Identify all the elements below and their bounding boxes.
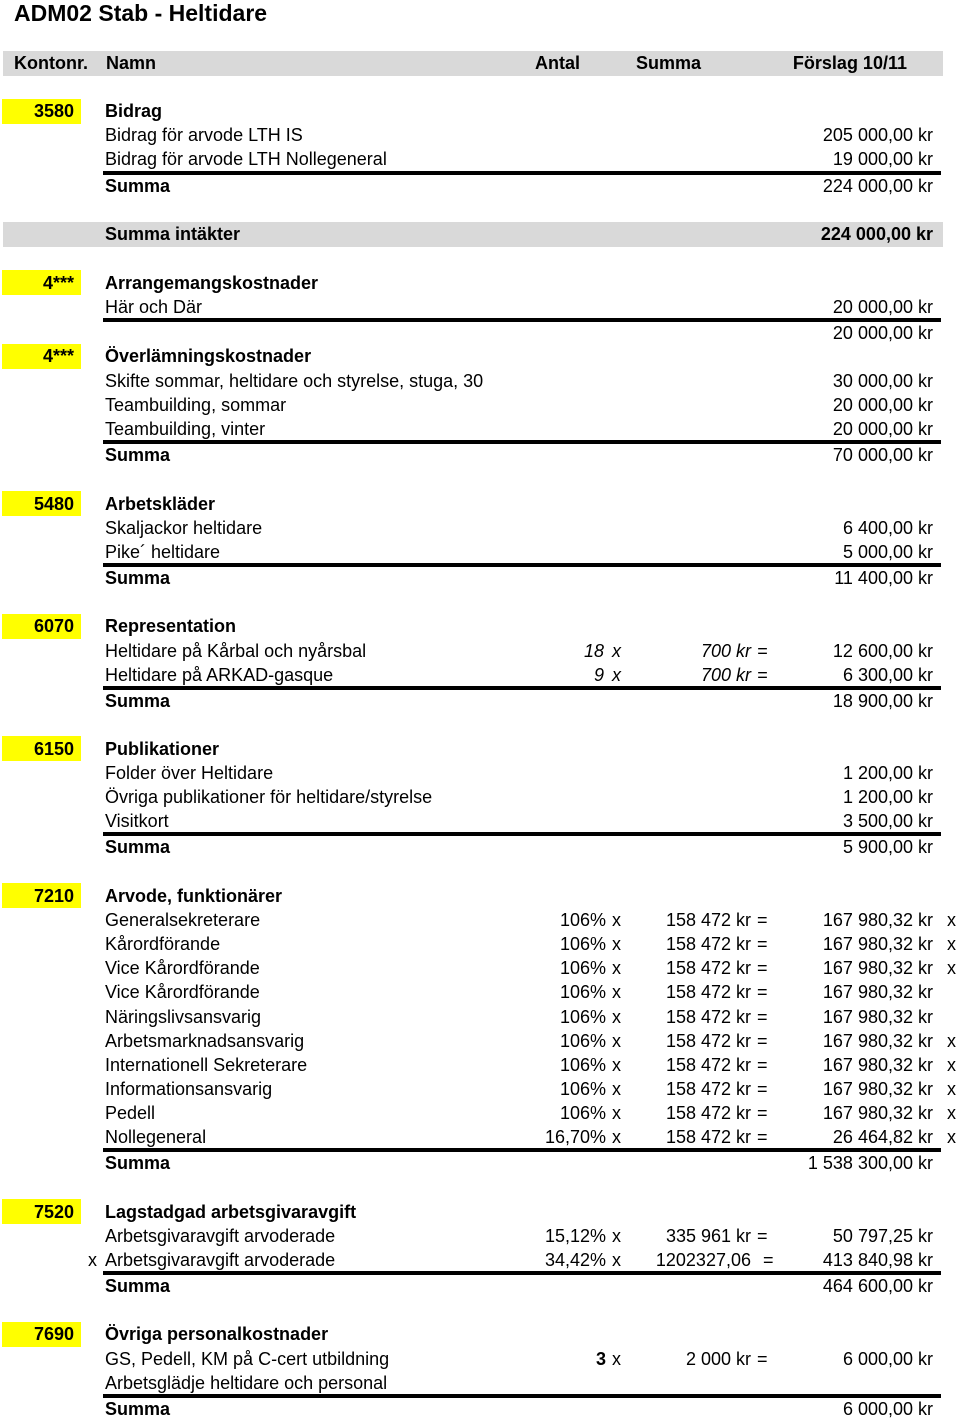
total-amount: 18 900,00 kr — [832, 691, 933, 711]
multiply-sign: x — [612, 982, 621, 1002]
line-item-unit-price: 158 472 kr — [665, 1031, 751, 1051]
line-item-name: Här och Där — [105, 297, 203, 317]
line-item-name: GS, Pedell, KM på C-cert utbildning — [105, 1349, 390, 1369]
equals-sign: = — [757, 1226, 768, 1246]
row-flag: x — [947, 910, 956, 930]
row-flag: x — [947, 1079, 956, 1099]
section-title: Överlämningskostnader — [105, 346, 312, 366]
line-item-percent: 106% — [559, 1031, 606, 1051]
line-item-amount: 20 000,00 kr — [832, 297, 933, 317]
line-item-amount: 167 980,32 kr — [822, 1031, 933, 1051]
multiply-sign: x — [612, 1103, 621, 1123]
total-label: Summa — [105, 691, 171, 711]
multiply-sign: x — [612, 641, 621, 661]
income-total-label: Summa intäkter — [105, 224, 241, 244]
line-item-unit-price: 335 961 kr — [665, 1226, 751, 1246]
equals-sign: = — [757, 665, 768, 685]
total-rule — [103, 686, 941, 690]
line-item-unit-price: 700 kr — [700, 641, 751, 661]
line-item-name: Kårordförande — [105, 934, 221, 954]
total-label: Summa — [105, 176, 171, 196]
line-item-percent: 106% — [559, 958, 606, 978]
line-item-name: Vice Kårordförande — [105, 958, 260, 978]
line-item-unit-price: 158 472 kr — [665, 1007, 751, 1027]
line-item-percent: 106% — [559, 1007, 606, 1027]
total-label: Summa — [105, 837, 171, 857]
account-code: 7690 — [33, 1324, 74, 1344]
total-label: Summa — [105, 445, 171, 465]
equals-sign: = — [763, 1250, 774, 1270]
line-item-amount: 6 400,00 kr — [842, 518, 933, 538]
line-item-amount: 205 000,00 kr — [822, 125, 933, 145]
line-item-amount: 5 000,00 kr — [842, 542, 933, 562]
line-item-amount: 50 797,25 kr — [832, 1226, 933, 1246]
line-item-name: Arbetsgivaravgift arvoderade — [105, 1226, 336, 1246]
multiply-sign: x — [612, 1226, 621, 1246]
equals-sign: = — [757, 1055, 768, 1075]
multiply-sign: x — [612, 1349, 621, 1369]
line-item-unit-price: 1202327,06 — [655, 1250, 751, 1270]
line-item-name: Arbetsglädje heltidare och personal — [105, 1373, 388, 1393]
total-rule — [103, 440, 941, 444]
line-item-amount: 26 464,82 kr — [832, 1127, 933, 1147]
section-title: Arbetskläder — [105, 494, 216, 514]
line-item-amount: 20 000,00 kr — [832, 419, 933, 439]
line-item-name: Skaljackor heltidare — [105, 518, 263, 538]
total-amount: 20 000,00 kr — [832, 323, 933, 343]
line-item-name: Generalsekreterare — [105, 910, 261, 930]
header-count: Antal — [535, 53, 580, 73]
line-item-name: Bidrag för arvode LTH IS — [105, 125, 303, 145]
multiply-sign: x — [612, 1007, 621, 1027]
equals-sign: = — [757, 1079, 768, 1099]
line-item-name: Informationsansvarig — [105, 1079, 273, 1099]
total-rule — [103, 318, 941, 322]
multiply-sign: x — [612, 1031, 621, 1051]
line-item-amount: 413 840,98 kr — [822, 1250, 933, 1270]
section-title: Arrangemangskostnader — [105, 273, 319, 293]
line-item-unit-price: 700 kr — [700, 665, 751, 685]
row-flag: x — [947, 1127, 956, 1147]
account-code: 6070 — [33, 616, 74, 636]
line-item-name: Internationell Sekreterare — [105, 1055, 308, 1075]
line-item-percent: 15,12% — [544, 1226, 606, 1246]
line-item-name: Vice Kårordförande — [105, 982, 260, 1002]
total-label: Summa — [105, 1153, 171, 1173]
line-item-name: Arbetsmarknadsansvarig — [105, 1031, 305, 1051]
multiply-sign: x — [612, 665, 621, 685]
line-item-unit-price: 158 472 kr — [665, 958, 751, 978]
line-item-percent: 106% — [559, 1103, 606, 1123]
line-item-name: Folder över Heltidare — [105, 763, 274, 783]
total-amount: 1 538 300,00 kr — [807, 1153, 933, 1173]
line-item-amount: 167 980,32 kr — [822, 1055, 933, 1075]
header-sum: Summa — [636, 53, 702, 73]
line-item-amount: 167 980,32 kr — [822, 1079, 933, 1099]
header-code: Kontonr. — [14, 53, 88, 73]
line-item-unit-price: 158 472 kr — [665, 1103, 751, 1123]
total-amount: 70 000,00 kr — [832, 445, 933, 465]
header-name: Namn — [106, 53, 157, 73]
multiply-sign: x — [612, 1055, 621, 1075]
line-item-name: Näringslivsansvarig — [105, 1007, 262, 1027]
row-flag: x — [947, 1055, 956, 1075]
total-amount: 464 600,00 kr — [822, 1276, 933, 1296]
total-rule — [103, 1271, 941, 1275]
account-code: 6150 — [33, 739, 74, 759]
total-amount: 224 000,00 kr — [822, 176, 933, 196]
multiply-sign: x — [612, 934, 621, 954]
row-flag: x — [947, 934, 956, 954]
row-flag: x — [947, 1103, 956, 1123]
multiply-sign: x — [612, 1079, 621, 1099]
equals-sign: = — [757, 958, 768, 978]
row-flag: x — [947, 958, 956, 978]
account-code: 4*** — [42, 273, 74, 293]
line-item-amount: 12 600,00 kr — [832, 641, 933, 661]
section-title: Arvode, funktionärer — [105, 886, 283, 906]
total-label: Summa — [105, 568, 171, 588]
equals-sign: = — [757, 1127, 768, 1147]
multiply-sign: x — [612, 1127, 621, 1147]
multiply-sign: x — [612, 910, 621, 930]
section-title: Lagstadgad arbetsgivaravgift — [105, 1202, 357, 1222]
line-item-percent: 106% — [559, 982, 606, 1002]
section-title: Representation — [105, 616, 237, 636]
line-item-qty: 18 — [583, 641, 604, 661]
header-proposal: Förslag 10/11 — [792, 53, 907, 73]
account-code: 4*** — [42, 346, 74, 366]
section-title: Bidrag — [105, 101, 163, 121]
account-code: 5480 — [33, 494, 74, 514]
line-item-qty: 9 — [593, 665, 604, 685]
line-item-percent: 34,42% — [544, 1250, 606, 1270]
line-item-amount: 167 980,32 kr — [822, 910, 933, 930]
multiply-sign: x — [612, 958, 621, 978]
income-total-amount: 224 000,00 kr — [820, 224, 933, 244]
line-item-percent: 16,70% — [544, 1127, 606, 1147]
account-code: 3580 — [33, 101, 74, 121]
line-item-amount: 20 000,00 kr — [832, 395, 933, 415]
line-item-amount: 167 980,32 kr — [822, 1007, 933, 1027]
total-rule — [103, 171, 941, 175]
equals-sign: = — [757, 1103, 768, 1123]
page-title: ADM02 Stab - Heltidare — [14, 0, 268, 26]
line-item-amount: 30 000,00 kr — [832, 371, 933, 391]
line-item-name: Pike´ heltidare — [105, 542, 221, 562]
total-amount: 11 400,00 kr — [834, 568, 933, 588]
line-item-name: Pedell — [105, 1103, 156, 1123]
line-item-unit-price: 158 472 kr — [665, 934, 751, 954]
row-flag: x — [947, 1031, 956, 1051]
line-item-percent: 106% — [559, 1079, 606, 1099]
total-rule — [103, 832, 941, 836]
line-item-name: Nollegeneral — [105, 1127, 207, 1147]
equals-sign: = — [757, 1031, 768, 1051]
line-item-amount: 1 200,00 kr — [842, 763, 933, 783]
total-rule — [103, 1148, 941, 1152]
total-label: Summa — [105, 1399, 171, 1419]
section-title: Publikationer — [105, 739, 220, 759]
line-item-name: Heltidare på ARKAD-gasque — [105, 665, 334, 685]
equals-sign: = — [757, 1007, 768, 1027]
line-item-amount: 1 200,00 kr — [842, 787, 933, 807]
equals-sign: = — [757, 1349, 768, 1369]
line-item-name: Visitkort — [105, 811, 169, 831]
total-label: Summa — [105, 1276, 171, 1296]
line-item-unit-price: 158 472 kr — [665, 910, 751, 930]
line-item-amount: 167 980,32 kr — [822, 1103, 933, 1123]
line-item-name: Skifte sommar, heltidare och styrelse, stuga, 30 — [105, 371, 484, 391]
line-item-unit-price: 158 472 kr — [665, 1127, 751, 1147]
line-item-name: Heltidare på Kårbal och nyårsbal — [105, 641, 367, 661]
line-item-name: Bidrag för arvode LTH Nollegeneral — [105, 149, 387, 169]
line-item-unit-price: 158 472 kr — [665, 982, 751, 1002]
equals-sign: = — [757, 982, 768, 1002]
line-item-amount: 6 300,00 kr — [842, 665, 933, 685]
line-item-amount: 167 980,32 kr — [822, 982, 933, 1002]
total-rule — [103, 1394, 941, 1398]
account-code: 7520 — [33, 1202, 74, 1222]
line-item-amount: 167 980,32 kr — [822, 958, 933, 978]
multiply-sign: x — [612, 1250, 621, 1270]
line-item-percent: 106% — [559, 934, 606, 954]
total-rule — [103, 563, 941, 567]
line-item-amount: 19 000,00 kr — [832, 149, 933, 169]
line-item-amount: 6 000,00 kr — [842, 1349, 933, 1369]
line-item-percent: 106% — [559, 1055, 606, 1075]
section-title: Övriga personalkostnader — [105, 1324, 329, 1344]
line-item-name: Övriga publikationer för heltidare/styrelse — [105, 787, 433, 807]
line-item-amount: 3 500,00 kr — [842, 811, 933, 831]
line-item-unit-price: 158 472 kr — [665, 1055, 751, 1075]
line-item-percent: 106% — [559, 910, 606, 930]
equals-sign: = — [757, 910, 768, 930]
total-amount: 6 000,00 kr — [842, 1399, 933, 1419]
equals-sign: = — [757, 641, 768, 661]
line-item-unit-price: 2 000 kr — [685, 1349, 751, 1369]
equals-sign: = — [757, 934, 768, 954]
line-item-unit-price: 158 472 kr — [665, 1079, 751, 1099]
line-item-amount: 167 980,32 kr — [822, 934, 933, 954]
account-code: 7210 — [33, 886, 74, 906]
line-item-name: Teambuilding, vinter — [105, 419, 266, 439]
row-lead-flag: x — [88, 1250, 97, 1270]
total-amount: 5 900,00 kr — [842, 837, 933, 857]
line-item-qty: 3 — [595, 1349, 606, 1369]
line-item-name: Arbetsgivaravgift arvoderade — [105, 1250, 336, 1270]
line-item-name: Teambuilding, sommar — [105, 395, 287, 415]
